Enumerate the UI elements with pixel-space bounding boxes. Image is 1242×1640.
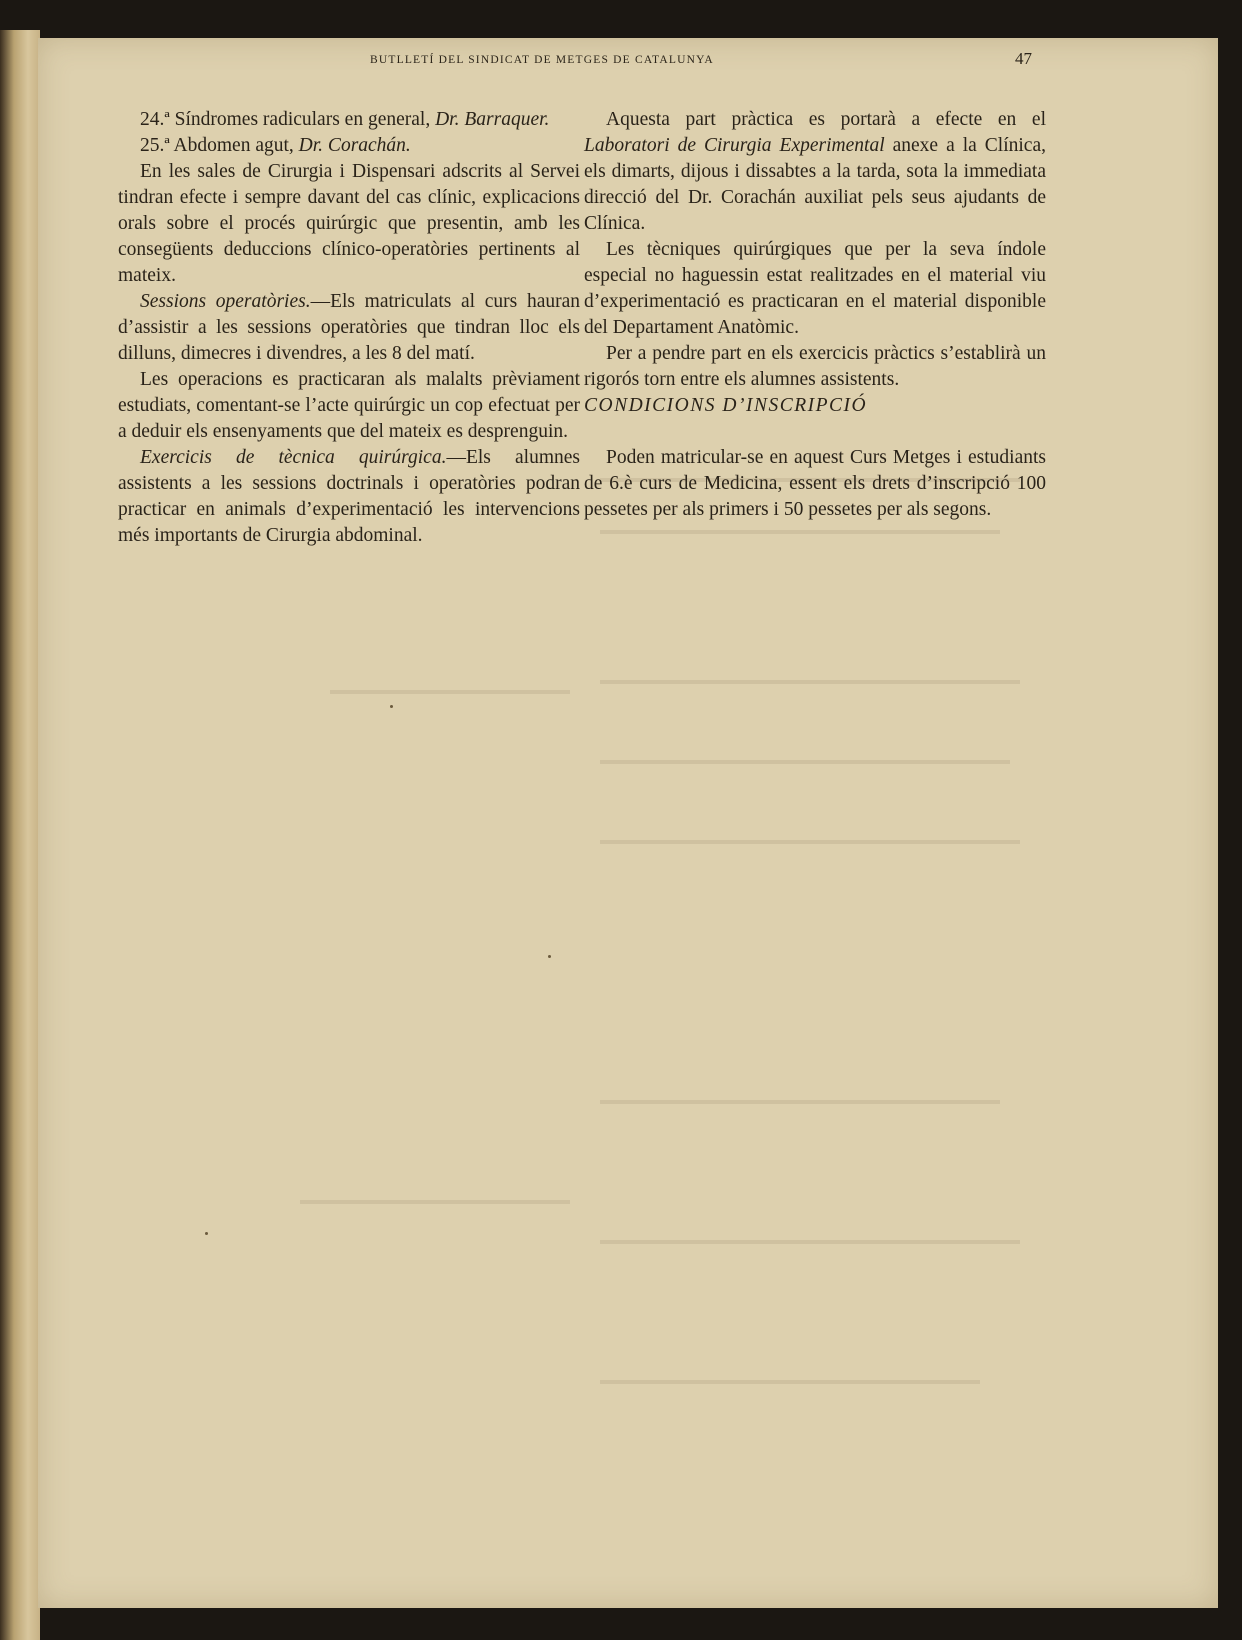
paragraph-tecniques: Les tècniques quirúrgiques que per la seva índole especial no haguessin estat realitzades en el material viu d’experimentació es practicaran en el material disponible del Departament Anatòmic. [584, 239, 1046, 338]
speck [390, 705, 393, 708]
paragraph-text: —Els alumnes assistents a les sessions doctrinals i operatòries podran practicar en animals d’experimentació les intervencions més importants de Cirurgia abdominal. [118, 447, 580, 546]
paragraph-text: anexe a la Clínica, els dimarts, dijous i dissabtes a la tarda, sota la immediata direcció del Dr. Corachán auxiliat pels seus ajudants de Clínica. [584, 135, 1046, 234]
bleed-through-mark [600, 1240, 1020, 1244]
run-in-heading: Exercicis de tècnica quirúrgica. [140, 447, 447, 468]
laboratory-name: Laboratori de Cirurgia Experimental [584, 135, 885, 156]
paragraph-operacions: Les operacions es practicaran als malalts prèviament estudiats, comentant-se l’acte quirúrgic un cop efectuat per a deduir els ensenyaments que del mateix es desprenguin. [118, 369, 580, 442]
running-header: BUTLLETÍ DEL SINDICAT DE METGES DE CATALUNYA [370, 54, 714, 66]
list-item-25 [118, 133, 580, 159]
paragraph-sessions-operatories [118, 289, 580, 367]
paragraph-text: Aquesta part pràctica es portarà a efecte en el [606, 109, 1046, 130]
item-author: Dr. Barraquer. [435, 109, 550, 130]
section-heading: CONDICIONS D’INSCRIPCIÓ [584, 395, 868, 416]
paragraph-torn: Per a pendre part en els exercicis pràctics s’establirà un rigorós torn entre els alumnes assistents. [584, 343, 1046, 390]
speck [548, 955, 551, 958]
run-in-heading: Sessions operatòries. [140, 291, 311, 312]
bleed-through-mark [600, 530, 1000, 534]
item-author: Dr. Corachán. [298, 135, 411, 156]
list-item-24 [118, 107, 580, 133]
bleed-through-mark [330, 690, 570, 694]
right-column [584, 107, 1046, 523]
left-column [118, 107, 580, 549]
bleed-through-mark [300, 1200, 570, 1204]
paragraph-text: —Els matriculats al curs hauran d’assistir a les sessions operatòries que tindran lloc els dilluns, dimecres i divendres, a les 8 del matí. [118, 291, 581, 364]
speck [205, 1232, 208, 1235]
item-text: 25.ª Abdomen agut, [140, 135, 299, 156]
paragraph-inscripcio: Poden matricular-se en aquest Curs Metges i estudiants de 6.è curs de Medicina, essent els drets d’inscripció 100 pessetes per als primers i 50 pessetes per als segons. [584, 447, 1046, 520]
book-spine-edge [0, 30, 40, 1640]
bleed-through-mark [600, 1380, 980, 1384]
bleed-through-mark [600, 760, 1010, 764]
paragraph-sales-cirurgia: En les sales de Cirurgia i Dispensari adscrits al Servei tindran efecte i sempre davant del cas clínic, explicacions orals sobre el procés quirúrgic que presentin, amb les consegüents deduccions clínico-operatòries pertinents al mateix. [118, 161, 580, 286]
paragraph-exercicis [118, 445, 580, 549]
bleed-through-mark [600, 1100, 1000, 1104]
page-number: 47 [1015, 49, 1032, 68]
item-text: 24.ª Síndromes radiculars en general, [140, 109, 436, 130]
bleed-through-mark [600, 680, 1020, 684]
bleed-through-mark [600, 840, 1020, 844]
paragraph-part-practica [584, 107, 1046, 237]
